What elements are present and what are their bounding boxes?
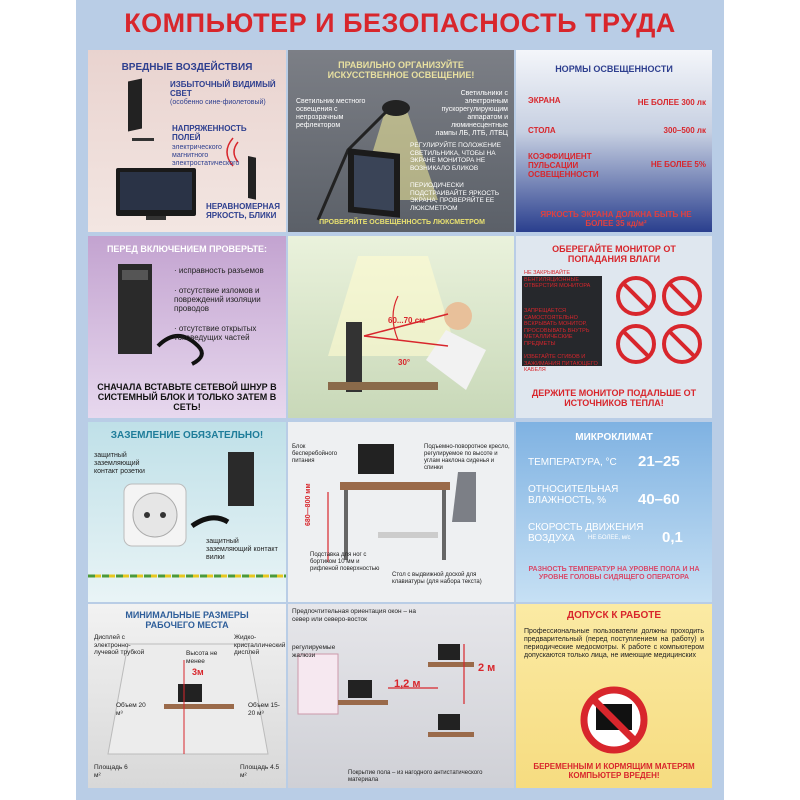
poster [76, 0, 724, 800]
ups-text: Блок бесперебойного питания [292, 444, 338, 464]
floor-text: Покрытие пола – из нагодного антистатического материала [348, 770, 483, 783]
norm-value-desk: 300–500 лк [663, 126, 706, 135]
check-item-2: · отсутствие изломов и повреждений изоляции проводов [174, 286, 261, 313]
area-crt: Площадь 6 м² [94, 764, 128, 779]
panel-posture [288, 236, 514, 418]
lamp-local-text: Светильник местного освещения с непрозрачным рефлектором [296, 98, 366, 129]
note-open: ЗАПРЕЩАЕТСЯ САМОСТОЯТЕЛЬНО ВСКРЫВАТЬ МОНИТОР, ПРОСОВЫВАТЬ ВНУТРЬ МЕТАЛЛИЧЕСКИЕ ПРЕДМЕТЫ [524, 308, 590, 347]
brightness-text: НЕРАВНОМЕРНАЯ ЯРКОСТЬ, БЛИКИ [206, 202, 280, 220]
orientation-text: Предпочтительная ориентация окон – на север или северо-восток [292, 608, 416, 623]
humidity-label: ОТНОСИТЕЛЬНАЯ ВЛАЖНОСТЬ, % [528, 484, 619, 506]
norm-label-screen: ЭКРАНА [528, 96, 561, 105]
panel-lighting [288, 50, 514, 232]
contact-plug-text: защитный заземляющий контакт вилки [206, 538, 278, 561]
office-illustration [288, 604, 514, 788]
area-lcd: Площадь 4.5 м² [240, 764, 280, 779]
check-bottom: СНАЧАЛА ВСТАВЬТЕ СЕТЕВОЙ ШНУР В СИСТЕМНЫЙ БЛОК И ТОЛЬКО ЗАТЕМ В СЕТЬ! [97, 382, 277, 412]
panel-heading: ПРАВИЛЬНО ОРГАНИЗУЙТЕ ИСКУССТВЕННОЕ ОСВЕЩЕНИЕ! [327, 60, 475, 80]
periodic-text: ПЕРИОДИЧЕСКИ ПОДСТРАИВАЙТЕ ЯРКОСТЬ ЭКРАНА, ПРОВЕРЯЙТЕ ЕЕ ЛЮКСМЕТРОМ [410, 182, 500, 212]
panel-check-before [88, 236, 286, 418]
microclimate-bottom: РАЗНОСТЬ ТЕМПЕРАТУР НА УРОВНЕ ПОЛА И НА УРОВНЕ ГОЛОВЫ СИДЯЩЕГО ОПЕРАТОРА [528, 566, 700, 581]
check-item-1: · исправность разъемов [174, 266, 264, 275]
temp-value: 21–25 [638, 453, 680, 470]
panel-heading: ОБЕРЕГАЙТЕ МОНИТОР ОТ ПОПАДАНИЯ ВЛАГИ [552, 244, 676, 264]
field-sub: электрического магнитного электростатического [172, 144, 240, 167]
volume-crt: Объем 20 м³ [116, 702, 146, 717]
air-value: 0,1 [662, 529, 683, 546]
lcd-text: Жидко-кристаллический дисплей [234, 634, 286, 656]
panel-heading: МИКРОКЛИМАТ [575, 432, 653, 443]
contact-socket-text: защитный заземляющий контакт розетки [94, 452, 145, 475]
norm-value-screen: НЕ БОЛЕЕ 300 лк [637, 98, 706, 107]
norm-value-pulse: НЕ БОЛЕЕ 5% [650, 160, 706, 169]
panel-workplace [288, 422, 514, 602]
panel-heading: НОРМЫ ОСВЕЩЕННОСТИ [555, 64, 673, 74]
admission-text: Профессиональные пользователи должны проходить предварительный (перед поступлением на работу) и периодические медосмотры. К работе с компьютером допускаются только лица, не имеющие медицинских [524, 628, 704, 659]
desk-text: Стол с выдвижной доской для клавиатуры (для набора текста) [392, 572, 482, 585]
note-cable: ИЗБЕГАЙТЕ СГИБОВ И ЗАЖИМАНИЯ ПИТАЮЩЕГО КАБЕЛЯ [524, 354, 598, 373]
moisture-bottom: ДЕРЖИТЕ МОНИТОР ПОДАЛЬШЕ ОТ ИСТОЧНИКОВ ТЕПЛА! [531, 388, 697, 408]
adjust-text: РЕГУЛИРУЙТЕ ПОЛОЖЕНИЕ СВЕТИЛЬНИКА, ЧТОБЫ НА ЭКРАНЕ МОНИТОРА НЕ ВОЗНИКАЛО БЛИКОВ [410, 142, 502, 172]
norm-label-pulse: КОЭФФИЦИЕНТ ПУЛЬСАЦИИ ОСВЕЩЕННОСТИ [528, 152, 599, 179]
panel-harmful-effects [88, 50, 286, 232]
panel-heading: ЗАЗЕМЛЕНИЕ ОБЯЗАТЕЛЬНО! [110, 430, 264, 441]
crt-text: Дисплей с электронно-лучевой трубкой [94, 634, 145, 656]
panel-room-layout [288, 604, 514, 788]
field-title: НАПРЯЖЕННОСТЬ ПОЛЕЙ [172, 124, 247, 142]
height-value: 3м [192, 667, 204, 677]
footrest-text: Подставка для ног с бортиком 10 мм и рифленой поверхностью [310, 552, 380, 572]
light-title: ИЗБЫТОЧНЫЙ ВИДИМЫЙ СВЕТ [170, 80, 276, 98]
air-limit: НЕ БОЛЕЕ, м/с [588, 535, 631, 541]
posture-illustration [288, 236, 514, 418]
humidity-value: 40–60 [638, 491, 680, 508]
distance-2: 2 м [478, 662, 496, 674]
norm-bottom: ЯРКОСТЬ ЭКРАНА ДОЛЖНА БЫТЬ НЕ БОЛЕЕ 35 кд/м² [540, 210, 692, 228]
temp-label: ТЕМПЕРАТУРА, °С [528, 457, 617, 468]
volume-lcd: Объем 15-20 м³ [248, 702, 280, 717]
no-pregnant-sign [516, 604, 712, 788]
desk-height: 680—800 мм [305, 483, 312, 526]
room-illustration [88, 604, 286, 788]
angle-label: 30° [398, 358, 411, 367]
height-label: Высота не менее [186, 650, 218, 665]
panel-heading: МИНИМАЛЬНЫЕ РАЗМЕРЫ РАБОЧЕГО МЕСТА [125, 610, 249, 630]
panel-grounding [88, 422, 286, 602]
lighting-bottom: ПРОВЕРЯЙТЕ ОСВЕЩЕННОСТЬ ЛЮКСМЕТРОМ [319, 219, 485, 226]
admission-bottom: БЕРЕМЕННЫМ И КОРМЯЩИМ МАТЕРЯМ КОМПЬЮТЕР ВРЕДЕН! [533, 762, 695, 780]
panel-admission [516, 604, 712, 788]
poster-title: КОМПЬЮТЕР И БЕЗОПАСНОСТЬ ТРУДА [124, 8, 676, 38]
panel-heading: ДОПУСК К РАБОТЕ [566, 610, 662, 621]
distance-label: 60...70 см [388, 316, 426, 325]
panel-workplace-size [88, 604, 286, 788]
lamps-text: Светильники с электронным пускорегулирующим аппаратом и люминесцентные лампы ЛБ, ЛТБ, ЛТБЦ [435, 90, 508, 137]
norm-label-desk: СТОЛА [528, 126, 556, 135]
panel-heading: ВРЕДНЫЕ ВОЗДЕЙСТВИЯ [121, 62, 253, 73]
socket-illustration [88, 422, 286, 602]
blinds-text: регулируемые жалюзи [292, 644, 336, 659]
air-label: СКОРОСТЬ ДВИЖЕНИЯ ВОЗДУХА [528, 522, 644, 544]
panel-moisture [516, 236, 712, 418]
distance-1: 1,2 м [394, 678, 421, 690]
panel-heading: ПЕРЕД ВКЛЮЧЕНИЕМ ПРОВЕРЬТЕ: [106, 244, 268, 254]
panel-light-norms [516, 50, 712, 232]
chair-text: Подъемно-поворотное кресло, регулируемое по высоте и углам наклона сиденья и спинки [424, 444, 510, 471]
panel-microclimate [516, 422, 712, 602]
light-sub: (особенно сине-фиолетовый) [170, 99, 266, 106]
note-vent: НЕ ЗАКРЫВАЙТЕ ВЕНТИЛЯЦИОННЫЕ ОТВЕРСТИЯ МОНИТОРА [524, 270, 591, 289]
check-item-3: · отсутствие открытых токоведущих частей [174, 324, 257, 342]
